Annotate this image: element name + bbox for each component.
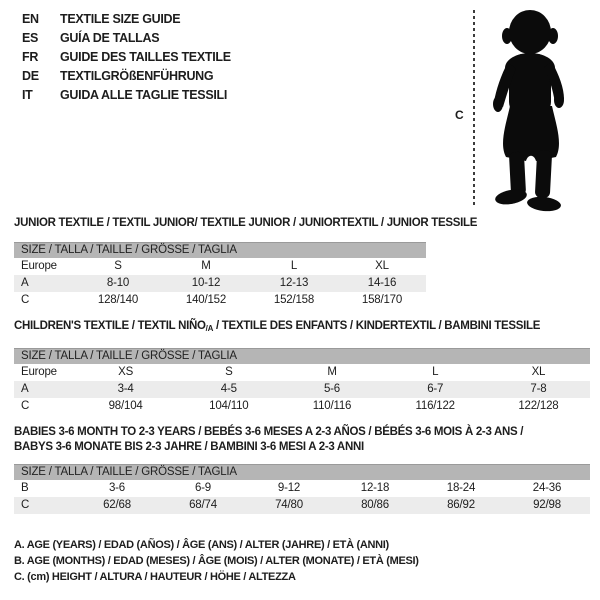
table-cell: S: [225, 366, 233, 378]
language-title: GUÍA DE TALLAS: [60, 31, 160, 45]
table-cell: 12-18: [360, 482, 390, 494]
table-cell: 86/92: [447, 499, 475, 511]
language-title: GUIDE DES TAILLES TEXTILE: [60, 50, 231, 64]
table-row: [14, 364, 590, 381]
language-code: EN: [22, 12, 39, 26]
table-cell: 6-9: [194, 482, 212, 494]
table-cell: 158/170: [361, 294, 403, 306]
junior-section-title: JUNIOR TEXTILE / TEXTIL JUNIOR/ TEXTILE JUNIOR / JUNIORTEXTIL / JUNIOR TESSILE: [14, 217, 478, 229]
language-row-it: [22, 86, 231, 105]
table-cell: 104/110: [209, 400, 249, 412]
table-cell: 18-24: [446, 482, 476, 494]
row-label: C: [21, 400, 30, 412]
table-cell: L: [432, 366, 439, 378]
table-row: [14, 497, 590, 514]
table-row: [14, 480, 590, 497]
toddler-silhouette-icon: [482, 6, 582, 212]
children-section-title: [14, 320, 540, 333]
table-cell: M: [327, 366, 337, 378]
table-cell: 110/116: [312, 400, 352, 412]
table-cell: 3-6: [108, 482, 126, 494]
table-cell: 98/104: [108, 400, 143, 412]
row-label: Europe: [21, 260, 57, 272]
footnote-c: C. (cm) HEIGHT / ALTURA / HAUTEUR / HÖHE / ALTEZZA: [14, 571, 296, 583]
row-label: A: [21, 277, 29, 289]
language-code: IT: [22, 88, 33, 102]
table-row: [14, 292, 426, 309]
table-cell: 122/128: [518, 400, 559, 412]
babies-section-title-line1: BABIES 3-6 MONTH TO 2-3 YEARS / BEBÉS 3-6 MESES A 2-3 AÑOS / BÉBÉS 3-6 MOIS À 2-3 ANS /: [14, 426, 524, 438]
height-measure-label: C: [455, 108, 464, 122]
babies-size-table: [14, 464, 590, 514]
footnote-b: B. AGE (MONTHS) / EDAD (MESES) / ÂGE (MOIS) / ALTER (MONATE) / ETÀ (MESI): [14, 555, 419, 567]
table-cell: 68/74: [189, 499, 217, 511]
footnote-a: A. AGE (YEARS) / EDAD (AÑOS) / ÂGE (ANS) / ALTER (JAHRE) / ETÀ (ANNI): [14, 539, 389, 551]
table-row: [14, 275, 426, 292]
table-cell: 6-7: [427, 383, 444, 395]
children-size-table: [14, 348, 590, 415]
table-row: [14, 381, 590, 398]
table-cell: 62/68: [103, 499, 131, 511]
row-label: C: [21, 499, 30, 511]
table-cell: 5-6: [323, 383, 341, 395]
table-cell: 152/158: [273, 294, 315, 306]
table-row: [14, 398, 590, 415]
language-code: DE: [22, 69, 39, 83]
table-cell: 10-12: [191, 277, 221, 289]
row-label: B: [21, 482, 29, 494]
table-cell: 24-36: [532, 482, 562, 494]
table-cell: 74/80: [275, 499, 303, 511]
height-measure-dotted-line: [473, 10, 475, 208]
table-cell: 128/140: [97, 294, 139, 306]
language-title: TEXTILGRÖßENFÜHRUNG: [60, 69, 214, 83]
babies-size-header: SIZE / TALLA / TAILLE / GRÖSSE / TAGLIA: [14, 464, 590, 480]
table-cell: XS: [118, 366, 134, 378]
table-cell: L: [290, 260, 298, 272]
table-cell: XL: [375, 260, 389, 272]
language-title: GUIDA ALLE TAGLIE TESSILI: [60, 88, 228, 102]
table-cell: XL: [531, 366, 546, 378]
babies-section-title-line2: BABYS 3-6 MONATE BIS 2-3 JAHRE / BAMBINI 3-6 MESI A 2-3 ANNI: [14, 441, 364, 453]
children-title-subscript: /A: [205, 324, 214, 333]
language-row-de: [22, 67, 231, 86]
table-cell: 92/98: [533, 499, 561, 511]
table-cell: 4-5: [220, 383, 237, 395]
children-title-post: / TEXTILE DES ENFANTS / KINDERTEXTIL / BAMBINI TESSILE: [213, 320, 541, 332]
children-title-pre: CHILDREN'S TEXTILE / TEXTIL NIÑO: [14, 320, 206, 332]
table-row: [14, 258, 426, 275]
language-code: FR: [22, 50, 39, 64]
table-cell: 7-8: [530, 383, 547, 395]
row-label: A: [21, 383, 29, 395]
row-label: C: [21, 294, 30, 306]
language-row-fr: [22, 48, 231, 67]
table-cell: 8-10: [106, 277, 130, 289]
table-cell: 140/152: [185, 294, 227, 306]
table-cell: 3-4: [117, 383, 134, 395]
junior-size-header: SIZE / TALLA / TAILLE / GRÖSSE / TAGLIA: [14, 242, 426, 258]
table-cell: 116/122: [415, 400, 455, 412]
row-label: Europe: [21, 366, 57, 378]
footnotes: [14, 537, 419, 585]
language-code: ES: [22, 31, 39, 45]
table-cell: S: [114, 260, 122, 272]
junior-size-table: [14, 242, 426, 309]
table-cell: 80/86: [361, 499, 389, 511]
table-cell: 14-16: [367, 277, 397, 289]
children-size-header: SIZE / TALLA / TAILLE / GRÖSSE / TAGLIA: [14, 348, 590, 364]
language-row-es: [22, 29, 231, 48]
language-title-list: [22, 10, 231, 105]
table-cell: 9-12: [277, 482, 301, 494]
language-title: TEXTILE SIZE GUIDE: [60, 12, 181, 26]
table-cell: 12-13: [279, 277, 309, 289]
language-row-en: [22, 10, 231, 29]
table-cell: M: [201, 260, 211, 272]
